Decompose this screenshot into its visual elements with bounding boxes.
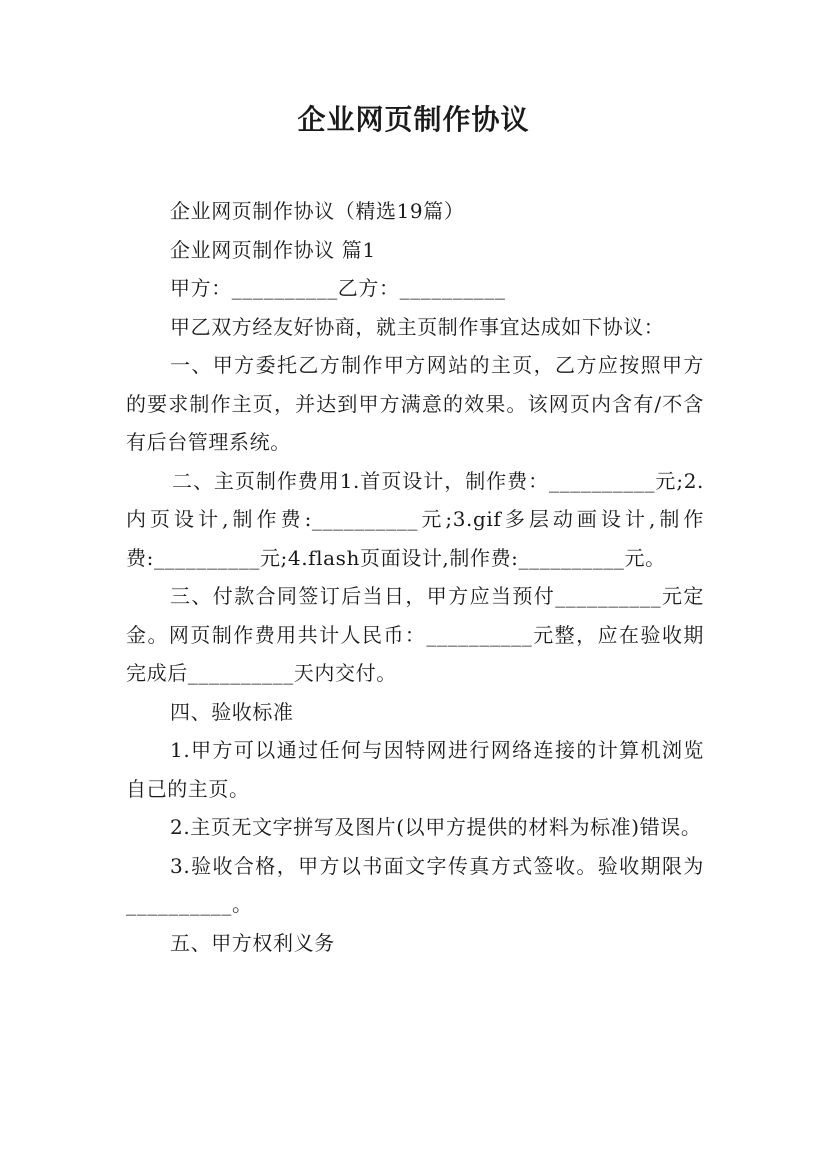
paragraph-clause-2: 二、主页制作费用1.首页设计，制作费：__________元;2.内页设计,制作费:__________元;3.gif多层动画设计,制作费:__________元;4.flash页面设计,制作费:__________元。 xyxy=(126,468,704,570)
paragraph-section-heading: 企业网页制作协议 篇1 xyxy=(170,237,376,262)
paragraph-intro: 甲乙双方经友好协商，就主页制作事宜达成如下协议： xyxy=(170,314,665,339)
paragraph-clause-4-item-1: 1.甲方可以通过任何与因特网进行网络连接的计算机浏览自己的主页。 xyxy=(126,738,704,801)
paragraph-subtitle: 企业网页制作协议（精选19篇） xyxy=(170,199,465,223)
document-body xyxy=(126,192,704,962)
paragraph-clause-1: 一、甲方委托乙方制作甲方网站的主页，乙方应按照甲方的要求制作主页，并达到甲方满意的效果。该网页内含有/不含有后台管理系统。 xyxy=(126,353,704,454)
paragraph-clause-4-item-3: 3.验收合格，甲方以书面文字传真方式签收。验收期限为__________。 xyxy=(126,853,704,916)
paragraph-parties: 甲方：__________乙方：__________ xyxy=(170,276,506,300)
paragraph-clause-4-item-2: 2.主页无文字拼写及图片(以甲方提供的材料为标准)错误。 xyxy=(170,815,702,839)
paragraph-clause-3: 三、付款合同签订后当日，甲方应当预付__________元定金。网页制作费用共计人民币：__________元整，应在验收期完成后__________天内交付。 xyxy=(126,584,704,685)
paragraph-clause-4-heading: 四、验收标准 xyxy=(170,699,294,724)
paragraph-clause-5-heading: 五、甲方权利义务 xyxy=(170,930,335,955)
document-title: 企业网页制作协议 xyxy=(297,103,530,136)
